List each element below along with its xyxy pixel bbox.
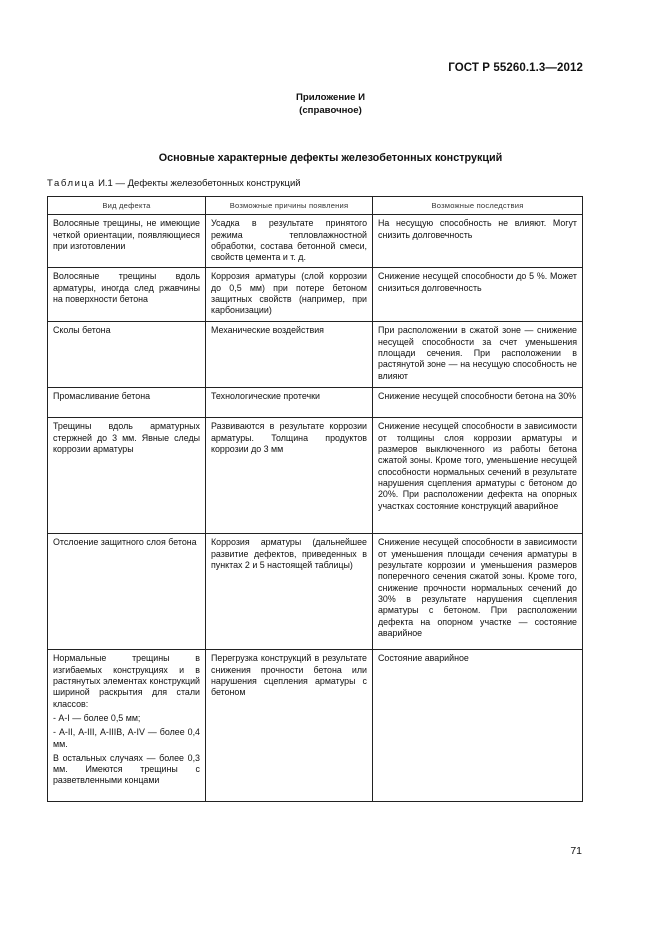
cause-cell: Технологические протечки bbox=[206, 388, 373, 418]
consequence-cell: На несущую способность не влияют. Могут снизить долговечность bbox=[373, 215, 583, 268]
annex-subtitle: (справочное) bbox=[299, 104, 362, 116]
cause-cell: Механические воздействия bbox=[206, 322, 373, 388]
table-caption bbox=[47, 178, 301, 189]
defect-text: Сколы бетона bbox=[53, 325, 111, 336]
table-row bbox=[48, 215, 583, 268]
defect-text: Отслоение защитного слоя бетона bbox=[53, 537, 197, 548]
table-row bbox=[48, 650, 583, 802]
column-header-consequence: Возможные последствия bbox=[373, 197, 583, 215]
consequence-cell: Снижение несущей способности в зависимости от толщины слоя коррозии арматуры и размеров выключенного из работы бетона сжатой зоны. Кроме того, уменьшение несущей способности нормальных сечений в результате нарушения сцепления арматуры с бетоном до 20%. При расположении дефекта на опорных участках состояние конструкций аварийное bbox=[373, 418, 583, 534]
table-caption-text: И.1 — Дефекты железобетонных конструкций bbox=[95, 178, 301, 189]
annex-heading bbox=[0, 92, 661, 117]
table-row bbox=[48, 268, 583, 322]
column-header-defect: Вид дефекта bbox=[48, 197, 206, 215]
table-row bbox=[48, 388, 583, 418]
cause-cell: Коррозия арматуры (слой коррозии до 0,5 мм) при потере бетоном защитных свойств (например, при карбонизации) bbox=[206, 268, 373, 322]
consequence-cell: Снижение несущей способности до 5 %. Может снизиться долговечность bbox=[373, 268, 583, 322]
document-title: Основные характерные дефекты железобетонных конструкций bbox=[158, 152, 503, 164]
defect-cell bbox=[48, 388, 206, 418]
annex-title: Приложение И bbox=[296, 92, 365, 103]
table-header-row bbox=[48, 197, 583, 215]
cause-cell: Перегрузка конструкций в результате снижения прочности бетона или нарушения сцепления арматуры с бетоном bbox=[206, 650, 373, 802]
table-row bbox=[48, 418, 583, 534]
standard-id: ГОСТ Р 55260.1.3—2012 bbox=[448, 62, 583, 74]
defect-cell bbox=[48, 534, 206, 650]
defect-cell bbox=[48, 418, 206, 534]
defects-table bbox=[47, 196, 583, 802]
consequence-cell: Снижение несущей способности бетона на 30% bbox=[373, 388, 583, 418]
defect-cell bbox=[48, 650, 206, 802]
column-header-cause: Возможные причины появления bbox=[206, 197, 373, 215]
table-caption-label: Таблица bbox=[47, 178, 96, 189]
cause-cell: Усадка в результате принятого режима тепловлажностной обработки, состава бетонной смеси, свойств цемента и т. д. bbox=[206, 215, 373, 268]
defect-cell bbox=[48, 322, 206, 388]
defect-cell bbox=[48, 215, 206, 268]
table-row bbox=[48, 534, 583, 650]
defect-text: - А-I — более 0,5 мм; bbox=[53, 712, 141, 723]
consequence-cell: При расположении в сжатой зоне — снижение несущей способности за счет уменьшения площади сечения. При расположении в растянутой зоне — на несущую способность не влияют bbox=[373, 322, 583, 388]
defect-text: Волосяные трещины, не имеющие четкой ориентации, появляющиеся при изготовлении bbox=[53, 218, 200, 251]
consequence-cell: Состояние аварийное bbox=[373, 650, 583, 802]
cause-cell: Коррозия арматуры (дальнейшее развитие дефектов, приведенных в пунктах 2 и 5 настоящей таблицы) bbox=[206, 534, 373, 650]
page-number: 71 bbox=[570, 845, 582, 857]
defect-text: Нормальные трещины в изгибаемых конструкциях и в растянутых элементах конструкций шириной раскрытия для стали классов: bbox=[53, 653, 200, 709]
defect-cell bbox=[48, 268, 206, 322]
defect-text: В остальных случаях — более 0,3 мм. Имеются трещины с разветвленными концами bbox=[53, 752, 200, 786]
defect-text: Промасливание бетона bbox=[53, 391, 151, 402]
defect-text: - А-II, А-III, А-IIIВ, А-IV — более 0,4 мм. bbox=[53, 727, 200, 749]
defect-text: Волосяные трещины вдоль арматуры, иногда след ржавчины на поверхности бетона bbox=[53, 271, 200, 305]
cause-cell: Развиваются в результате коррозии арматуры. Толщина продуктов коррозии до 3 мм bbox=[206, 418, 373, 534]
table-row bbox=[48, 322, 583, 388]
defect-text: Трещины вдоль арматурных стержней до 3 мм. Явные следы коррозии арматуры bbox=[53, 421, 200, 455]
consequence-cell: Снижение несущей способности в зависимости от уменьшения площади сечения арматуры в результате коррозии и уменьшения размеров поперечного сечения сжатой зоны. Кроме того, снижение прочности нормальных сечений до 30% в результате нарушения сцепления арматуры с бетоном. При расположении дефекта на опорном участке — состояние аварийное bbox=[373, 534, 583, 650]
